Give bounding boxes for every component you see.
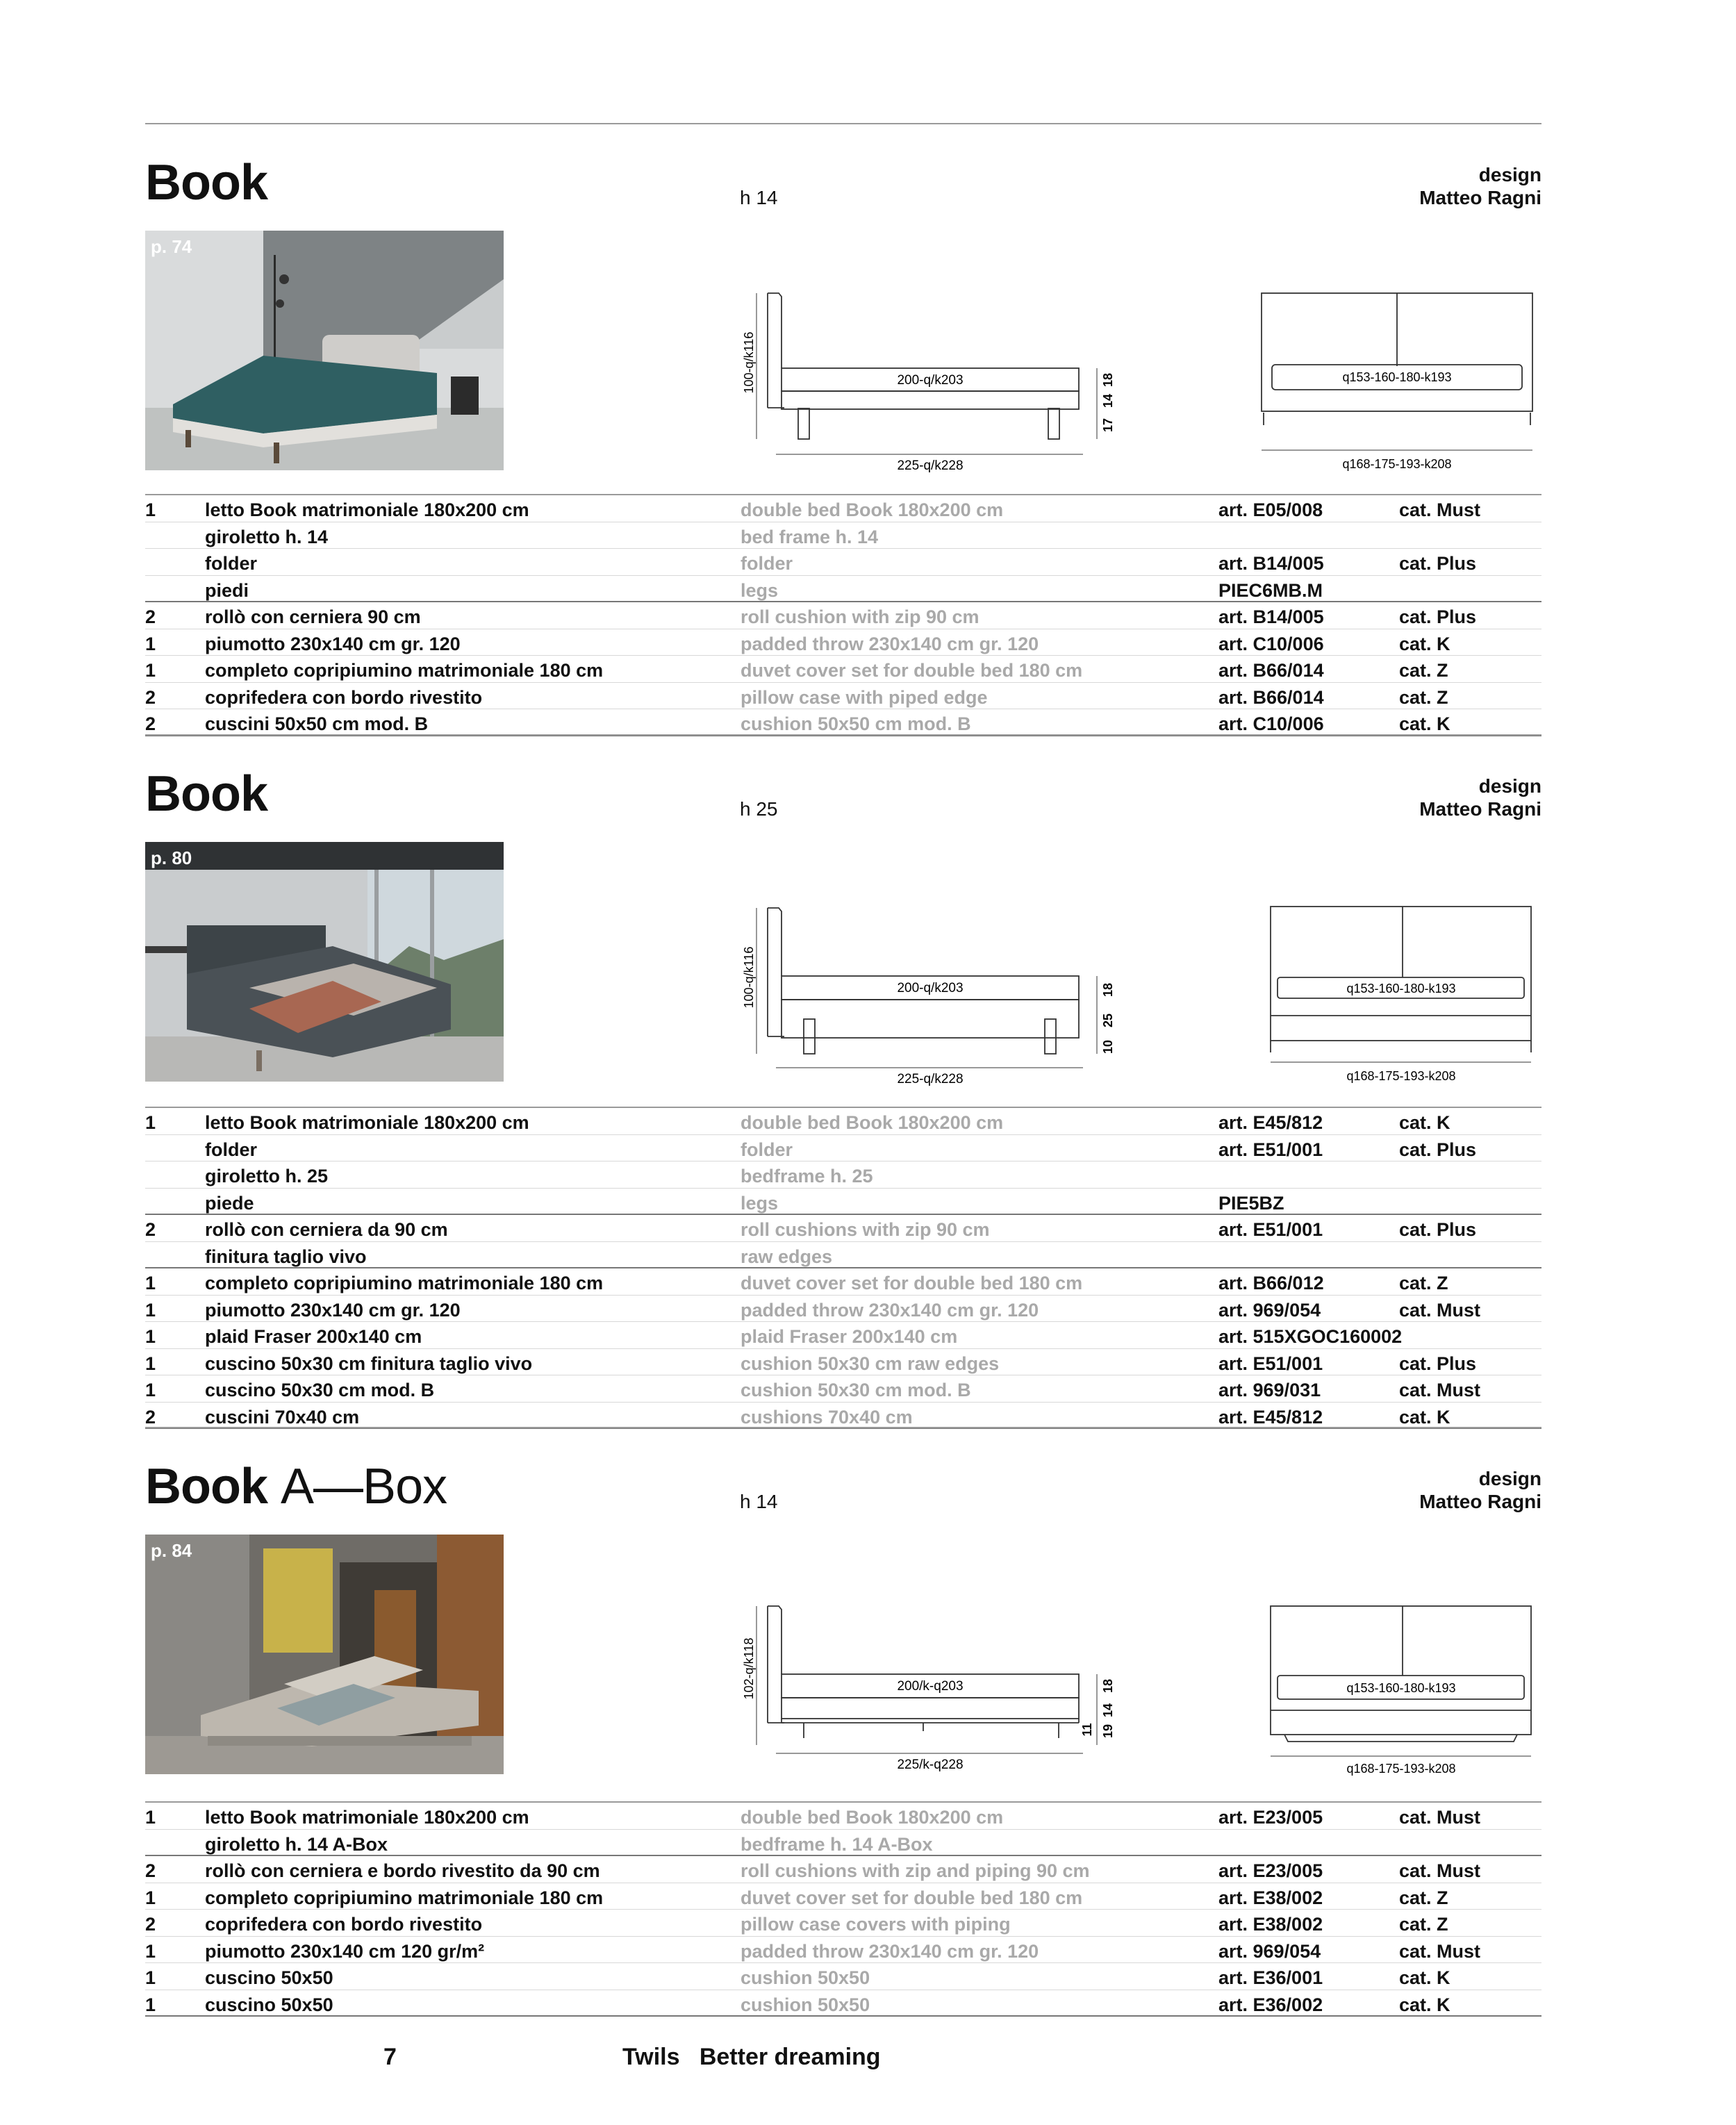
- bedroom-photo-illustration: [145, 1535, 504, 1774]
- table-row: 2 coprifedera con bordo rivestito pillow case with piped edge art. B66/014 cat. Z: [145, 683, 1541, 710]
- dim-a: 10: [1101, 1039, 1115, 1055]
- dim-top-inner: q153-160-180-k193: [1346, 1681, 1456, 1695]
- top-view-drawing: [1250, 286, 1541, 474]
- height-label: h 14: [740, 187, 778, 208]
- table-row: 1 completo copripiumino matrimoniale 180 cm duvet cover set for double bed 180 cm art. B66/012 cat. Z: [145, 1268, 1541, 1296]
- page-number: 7: [383, 2044, 397, 2070]
- bedroom-photo-illustration: [145, 842, 504, 1082]
- dim-side-height: 102-q/k118: [742, 1637, 756, 1700]
- table-row: 1 cuscino 50x50 cushion 50x50 art. E36/001 cat. K: [145, 1963, 1541, 1990]
- design-label: design: [1478, 1468, 1541, 1489]
- dim-c: 18: [1101, 982, 1115, 998]
- bedroom-photo-illustration: [145, 231, 504, 470]
- page-reference: p. 80: [151, 847, 192, 868]
- dim-c: 18: [1101, 372, 1115, 388]
- page-reference: p. 74: [151, 236, 192, 257]
- table-row: 2 cuscini 50x50 cm mod. B cushion 50x50 cm mod. B art. C10/006 cat. K: [145, 709, 1541, 736]
- table-row: 1 letto Book matrimoniale 180x200 cm double bed Book 180x200 cm art. E23/005 cat. Must: [145, 1803, 1541, 1830]
- dim-side-base: 225-q/k228: [897, 458, 964, 473]
- section-rule: [145, 734, 1541, 736]
- table-row: 1 completo copripiumino matrimoniale 180 cm duvet cover set for double bed 180 cm art. B66/014 cat. Z: [145, 656, 1541, 683]
- table-row: 2 rollò con cerniera e bordo rivestito da 90 cm roll cushions with zip and piping 90 cm art. E23/005 cat. Must: [145, 1856, 1541, 1883]
- dim-a: 17: [1101, 417, 1115, 433]
- product-items-table: [145, 1107, 1541, 1429]
- dim-c: 18: [1101, 1678, 1115, 1694]
- table-row: 2 rollò con cerniera 90 cm roll cushion with zip 90 cm art. B14/005 cat. Plus: [145, 602, 1541, 629]
- top-rule: [145, 123, 1541, 124]
- table-row: giroletto h. 14 A-Box bedframe h. 14 A-Box: [145, 1830, 1541, 1857]
- dim-side-height: 100-q/k116: [742, 331, 756, 394]
- table-row: 1 cuscino 50x30 cm mod. B cushion 50x30 cm mod. B art. 969/031 cat. Must: [145, 1375, 1541, 1403]
- product-title: Book: [145, 766, 267, 822]
- dim-b: 14: [1101, 393, 1115, 408]
- table-row: 1 plaid Fraser 200x140 cm plaid Fraser 200x140 cm art. 515XGOC160002: [145, 1322, 1541, 1349]
- dim-d: 11: [1080, 1723, 1094, 1737]
- brand-tagline: Better dreaming: [699, 2044, 881, 2070]
- table-row: 1 completo copripiumino matrimoniale 180 cm duvet cover set for double bed 180 cm art. E38/002 cat. Z: [145, 1883, 1541, 1910]
- dim-a: 19: [1101, 1723, 1115, 1739]
- dim-top-outer: q168-175-193-k208: [1346, 1762, 1456, 1776]
- table-row: piedi legs PIEC6MB.M: [145, 576, 1541, 603]
- dim-top-outer: q168-175-193-k208: [1346, 1069, 1456, 1083]
- table-row: 1 cuscino 50x30 cm finitura taglio vivo cushion 50x30 cm raw edges art. E51/001 cat. Plus: [145, 1349, 1541, 1376]
- design-label: design: [1478, 164, 1541, 185]
- design-credit: [1419, 775, 1541, 820]
- table-row: finitura taglio vivo raw edges: [145, 1242, 1541, 1269]
- top-view-drawing: [1250, 901, 1541, 1089]
- design-credit: [1419, 163, 1541, 209]
- side-view-drawing: [736, 286, 1118, 474]
- table-row: piede legs PIE5BZ: [145, 1189, 1541, 1216]
- page-reference: p. 84: [151, 1540, 192, 1561]
- footer-brand: [622, 2044, 881, 2071]
- table-row: 1 letto Book matrimoniale 180x200 cm double bed Book 180x200 cm art. E05/008 cat. Must: [145, 495, 1541, 522]
- dim-top-inner: q153-160-180-k193: [1346, 982, 1456, 995]
- height-label: h 25: [740, 798, 778, 820]
- table-row: 2 cuscini 70x40 cm cushions 70x40 cm art. E45/812 cat. K: [145, 1403, 1541, 1430]
- product-items-table: [145, 1801, 1541, 2017]
- designer-name: Matteo Ragni: [1419, 187, 1541, 208]
- dim-b: 25: [1101, 1013, 1115, 1028]
- table-row: 1 piumotto 230x140 cm gr. 120 padded throw 230x140 cm gr. 120 art. C10/006 cat. K: [145, 629, 1541, 656]
- table-row: 1 cuscino 50x50 cushion 50x50 art. E36/002 cat. K: [145, 1990, 1541, 2017]
- product-items-table: [145, 494, 1541, 736]
- dim-b: 14: [1101, 1703, 1115, 1718]
- section-rule: [145, 1427, 1541, 1428]
- side-view-drawing: [736, 1599, 1118, 1787]
- table-row: folder folder art. E51/001 cat. Plus: [145, 1135, 1541, 1162]
- table-row: 1 piumotto 230x140 cm 120 gr/m² padded throw 230x140 cm gr. 120 art. 969/054 cat. Must: [145, 1937, 1541, 1964]
- design-credit: [1419, 1467, 1541, 1513]
- table-row: 1 piumotto 230x140 cm gr. 120 padded throw 230x140 cm gr. 120 art. 969/054 cat. Must: [145, 1296, 1541, 1323]
- dim-top-outer: q168-175-193-k208: [1342, 457, 1452, 471]
- product-photo: [145, 1535, 504, 1774]
- table-row: 2 coprifedera con bordo rivestito pillow case covers with piping art. E38/002 cat. Z: [145, 1910, 1541, 1937]
- dim-side-length: 200/k-q203: [897, 1679, 964, 1694]
- height-label: h 14: [740, 1491, 778, 1512]
- table-row: 1 letto Book matrimoniale 180x200 cm double bed Book 180x200 cm art. E45/812 cat. K: [145, 1108, 1541, 1135]
- product-title: Book: [145, 155, 267, 210]
- product-title: Book A—Box: [145, 1459, 447, 1514]
- table-row: 2 rollò con cerniera da 90 cm roll cushions with zip 90 cm art. E51/001 cat. Plus: [145, 1215, 1541, 1242]
- dim-side-length: 200-q/k203: [897, 981, 964, 995]
- product-photo: [145, 231, 504, 470]
- side-view-drawing: [736, 901, 1118, 1089]
- brand-name: Twils: [622, 2044, 680, 2070]
- dim-top-inner: q153-160-180-k193: [1342, 370, 1452, 384]
- table-row: giroletto h. 25 bedframe h. 25: [145, 1161, 1541, 1189]
- top-view-drawing: [1250, 1599, 1541, 1787]
- designer-name: Matteo Ragni: [1419, 1491, 1541, 1512]
- dim-side-height: 100-q/k116: [742, 946, 756, 1009]
- design-label: design: [1478, 775, 1541, 797]
- table-row: giroletto h. 14 bed frame h. 14: [145, 522, 1541, 549]
- product-photo: [145, 842, 504, 1082]
- dim-side-base: 225-q/k228: [897, 1072, 964, 1086]
- table-row: folder folder art. B14/005 cat. Plus: [145, 549, 1541, 576]
- designer-name: Matteo Ragni: [1419, 798, 1541, 820]
- dim-side-length: 200-q/k203: [897, 373, 964, 388]
- dim-side-base: 225/k-q228: [897, 1758, 964, 1772]
